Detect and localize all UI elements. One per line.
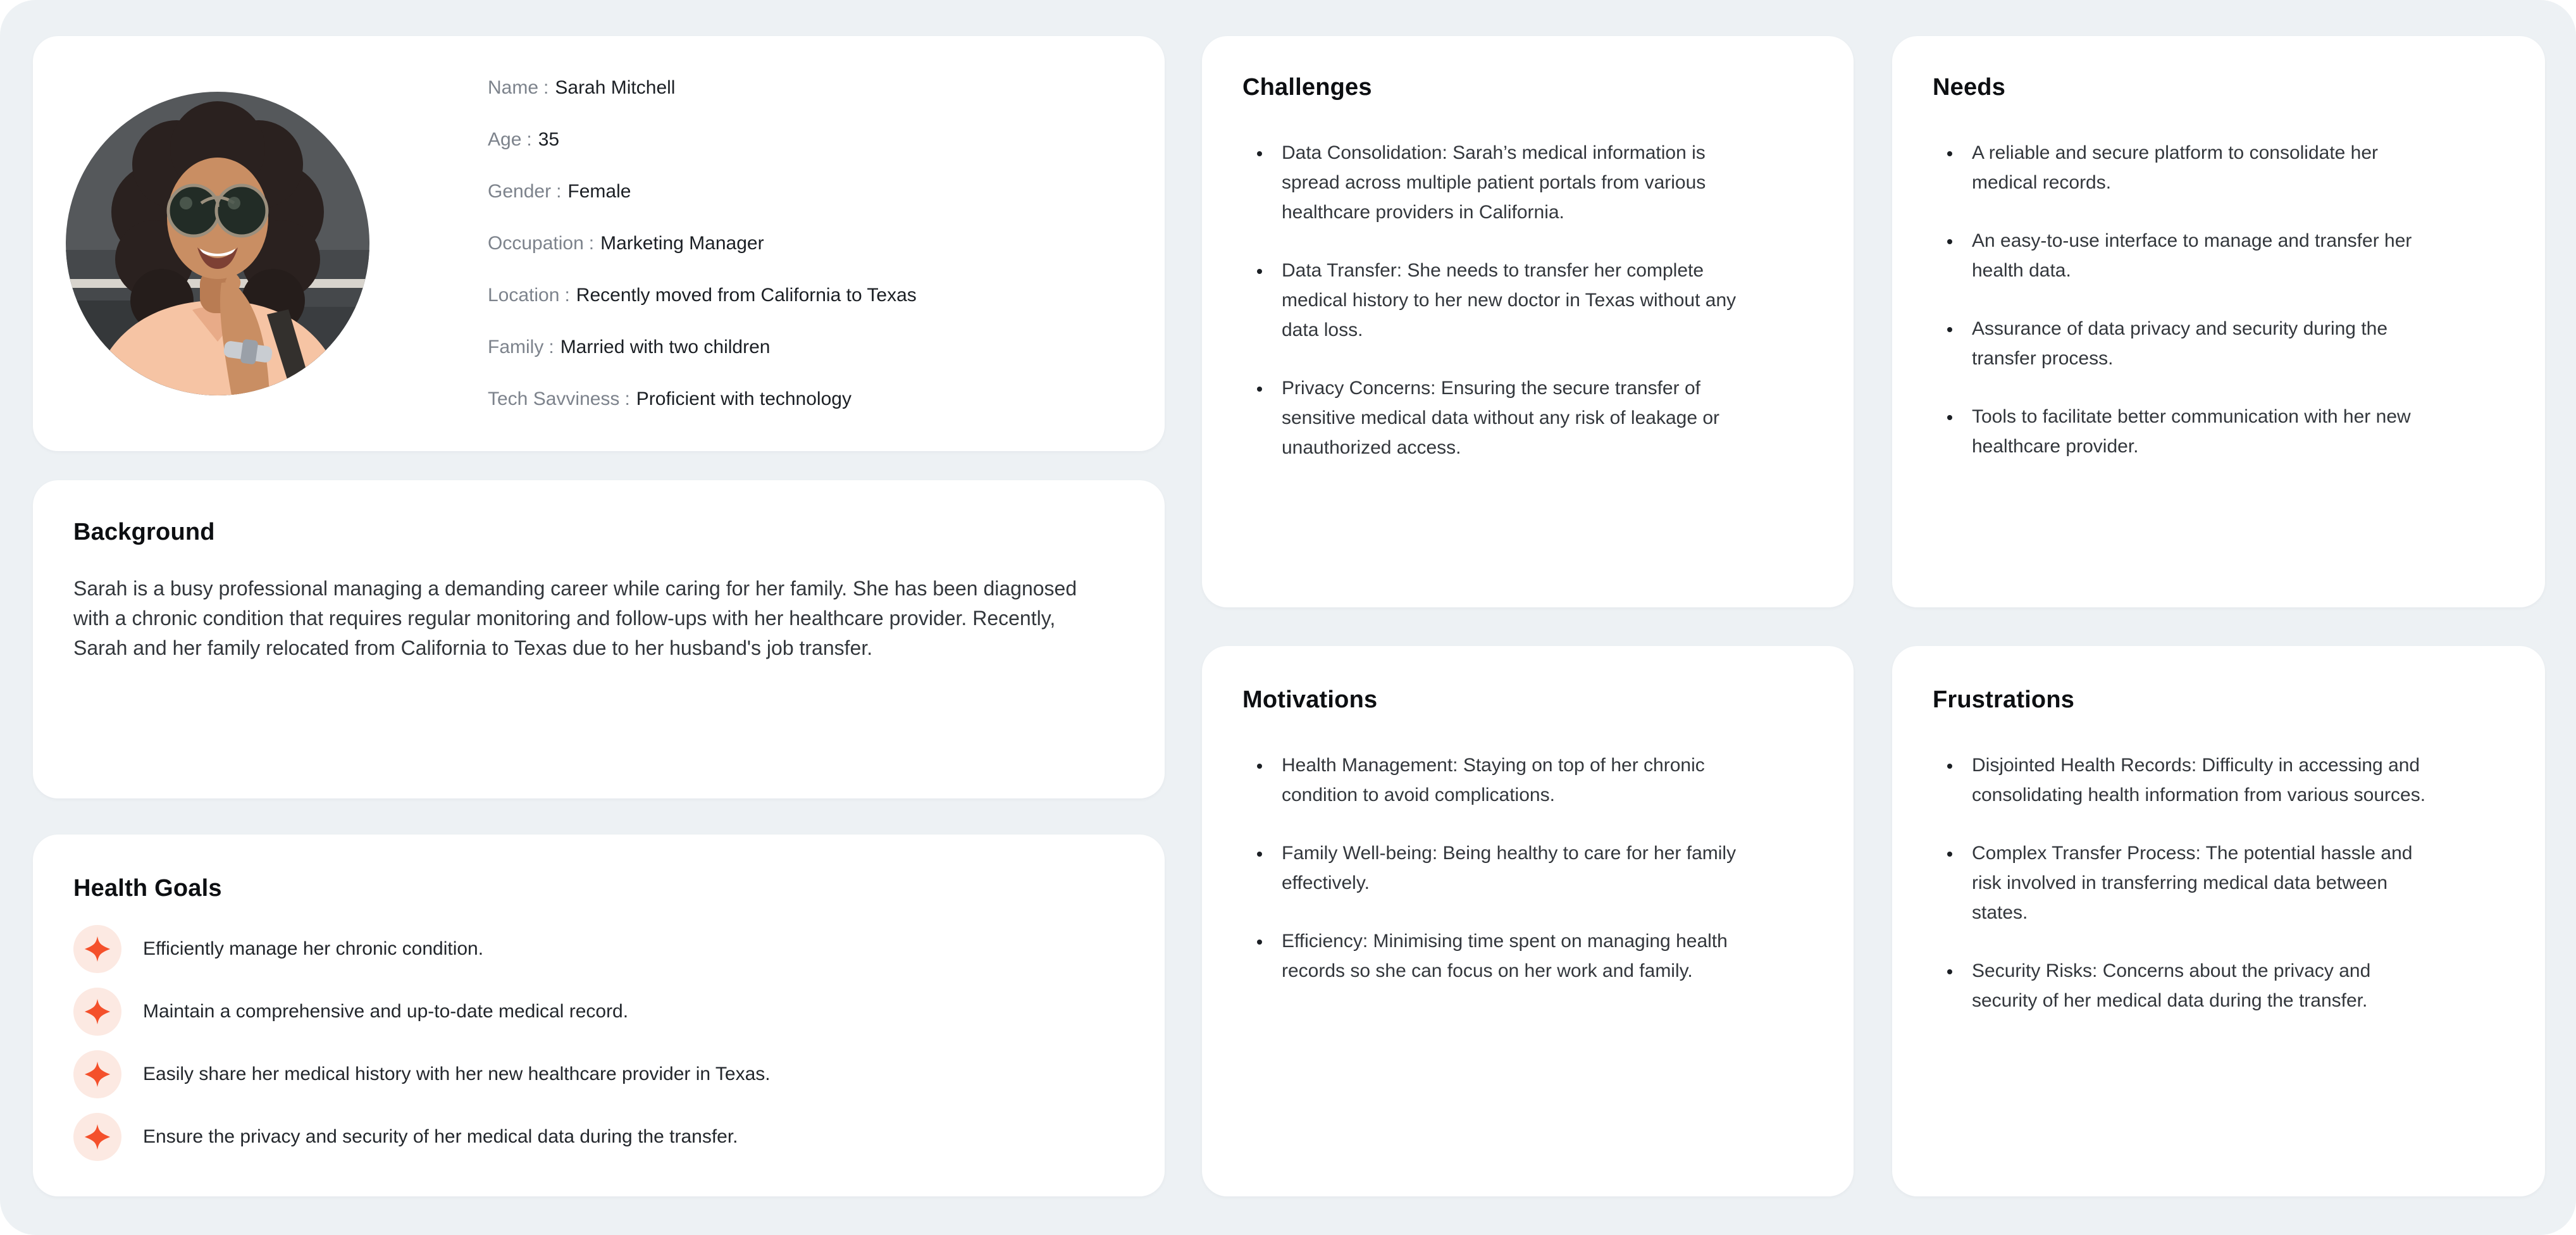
- list-item: • Efficiency: Minimising time spent on managing health records so she can focus on her work and family.: [1272, 926, 1740, 986]
- profile-field-name: Name : Sarah Mitchell: [488, 77, 676, 98]
- challenges-card: [1202, 36, 1854, 607]
- list-item: • Family Well-being: Being healthy to care for her family effectively.: [1272, 838, 1740, 898]
- list-item: • Data Consolidation: Sarah’s medical information is spread across multiple patient portals from various healthcare providers in California.: [1272, 138, 1740, 227]
- list-item: Ensure the privacy and security of her medical data during the transfer.: [73, 1113, 1124, 1161]
- health-goals-list: [73, 925, 1124, 1161]
- sparkle-icon: [73, 1050, 121, 1098]
- frustrations-card: [1892, 646, 2545, 1196]
- sparkle-icon: [73, 1113, 121, 1161]
- health-goals-title: Health Goals: [73, 875, 222, 902]
- needs-card: [1892, 36, 2545, 607]
- challenges-title: Challenges: [1242, 74, 1372, 101]
- background-card: [33, 480, 1165, 798]
- motivations-card: [1202, 646, 1854, 1196]
- list-item: • An easy-to-use interface to manage and transfer her health data.: [1962, 226, 2430, 285]
- middle-column: [1202, 36, 1854, 1196]
- needs-title: Needs: [1933, 74, 2006, 101]
- motivations-title: Motivations: [1242, 686, 1378, 713]
- list-item: • Disjointed Health Records: Difficulty in accessing and consolidating health information from various sources.: [1962, 750, 2430, 810]
- profile-photo: [66, 92, 369, 395]
- list-item: • A reliable and secure platform to consolidate her medical records.: [1962, 138, 2430, 197]
- list-item: • Health Management: Staying on top of her chronic condition to avoid complications.: [1272, 750, 1740, 810]
- list-item: Maintain a comprehensive and up-to-date medical record.: [73, 988, 1124, 1036]
- right-column: [1892, 36, 2545, 1196]
- list-item: • Assurance of data privacy and security during the transfer process.: [1962, 314, 2430, 373]
- profile-details: [488, 62, 917, 425]
- motivations-list: [1242, 750, 1813, 986]
- list-item: Efficiently manage her chronic condition.: [73, 925, 1124, 973]
- avatar-illustration: [66, 92, 369, 395]
- profile-field-age: Age : 35: [488, 129, 560, 150]
- sparkle-icon: [73, 925, 121, 973]
- profile-field-gender: Gender : Female: [488, 181, 631, 202]
- background-title: Background: [73, 519, 215, 545]
- frustrations-title: Frustrations: [1933, 686, 2075, 713]
- list-item: • Complex Transfer Process: The potential hassle and risk involved in transferring medical data between states.: [1962, 838, 2430, 928]
- list-item: • Tools to facilitate better communication with her new healthcare provider.: [1962, 402, 2430, 461]
- list-item: • Privacy Concerns: Ensuring the secure transfer of sensitive medical data without any risk of leakage or unauthorized access.: [1272, 373, 1740, 462]
- challenges-list: [1242, 138, 1813, 462]
- profile-field-tech-savviness: Tech Savviness : Proficient with technology: [488, 388, 851, 409]
- background-text: Sarah is a busy professional managing a demanding career while caring for her family. She has been diagnosed with a chronic condition that requires regular monitoring and follow-ups with her healthcare provider. Recently, Sarah and her family relocated from California to Texas due to her husband's job transfer.: [73, 577, 1077, 659]
- sparkle-icon: [73, 988, 121, 1036]
- profile-field-family: Family : Married with two children: [488, 337, 771, 357]
- list-item: • Data Transfer: She needs to transfer her complete medical history to her new doctor in Texas without any data loss.: [1272, 256, 1740, 345]
- list-item: Easily share her medical history with her new healthcare provider in Texas.: [73, 1050, 1124, 1098]
- list-item: • Security Risks: Concerns about the privacy and security of her medical data during the transfer.: [1962, 956, 2430, 1015]
- needs-list: [1933, 138, 2505, 461]
- profile-field-occupation: Occupation : Marketing Manager: [488, 233, 764, 254]
- frustrations-list: [1933, 750, 2505, 1015]
- left-column: [33, 36, 1165, 1196]
- profile-field-location: Location : Recently moved from California to Texas: [488, 285, 917, 306]
- profile-card: [33, 36, 1165, 451]
- health-goals-card: [33, 835, 1165, 1196]
